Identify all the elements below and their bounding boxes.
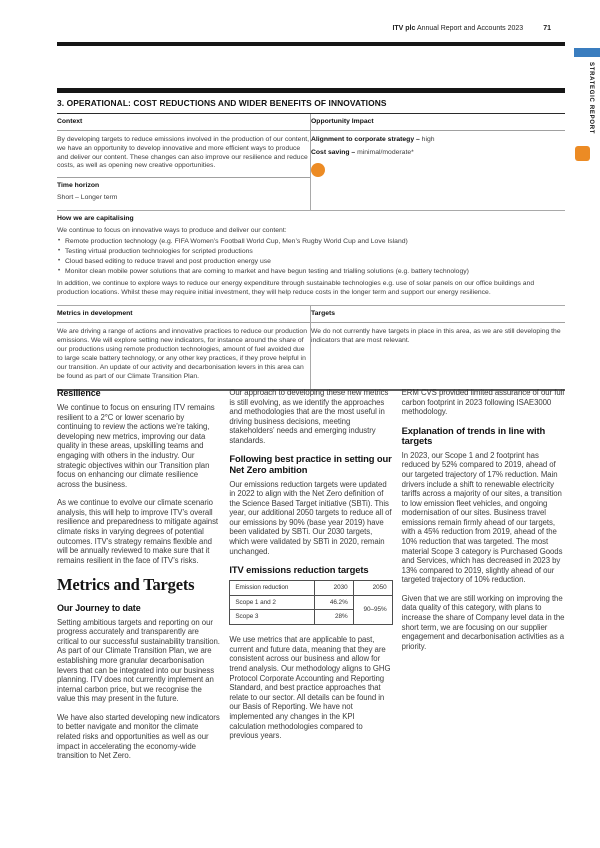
resilience-paragraph-2: As we continue to evolve our climate scenario analysis, this will help to improve ITV’s overall resilience and preparedness to mitigate against climate risks in varying degrees of potential outcomes. ITV’s strategy remains flexible and will be annually reviewed to make sure that it remains resilient in the face of ITV’s risks. bbox=[57, 498, 219, 565]
cost-saving-line bbox=[311, 149, 565, 158]
trends-heading: Explanation of trends in line with targets bbox=[401, 424, 546, 447]
journey-paragraph-1: Setting ambitious targets and reporting on our progress accurately and transparently are critical to our successful sustainability transition. As part of our Climate Transition Plan, we are establishing more granular decarbonisation levers that can be integrated into our business planning. ITV does not currently implement an internal carbon price, but we recognise the value this may present in the future. bbox=[57, 617, 220, 704]
body-columns bbox=[57, 388, 565, 770]
capitalising-section bbox=[57, 211, 565, 306]
metrics-intro-paragraph: Our approach to developing these new metrics is still evolving, as we identify the approaches and methodologies that are the most useful in driving business decisions, meeting stakeholders’ needs and emerging industry standards. bbox=[229, 388, 389, 445]
scope-1-2-2030-value: 46.2% bbox=[314, 595, 353, 610]
impact-rating-dot bbox=[311, 163, 325, 177]
resilience-paragraph-1: We continue to focus on ensuring ITV remains resilient to a 2°C or lower scenario by continuing to review the actions we’re taking, developing new metrics, improving our data quality in these areas, upskilling teams and engaging with others in the industry. Our strategic objectives within our Transition plan focus on enhancing our climate resilience across the business. bbox=[57, 403, 215, 489]
cost-saving-label: Cost saving – bbox=[311, 148, 356, 156]
opportunity-impact-heading: Opportunity Impact bbox=[311, 114, 565, 131]
context-body-row bbox=[57, 131, 565, 212]
metrics-and-targets-heading: Metrics and Targets bbox=[57, 575, 195, 595]
brand-name: ITV plc bbox=[392, 25, 416, 32]
scope-2050-value: 90–95% bbox=[353, 595, 392, 625]
opportunity-impact-cell bbox=[311, 131, 565, 211]
capitalising-intro: We continue to focus on innovative ways to produce and deliver our content: bbox=[57, 227, 287, 235]
alignment-value: high bbox=[421, 135, 435, 143]
section-tab-label: STRATEGIC REPORT bbox=[588, 62, 594, 135]
journey-paragraph-2: We have also started developing new indicators to better navigate and monitor the climate related risks and opportunities as well as our impact in accelerating the economy-wide transition to Net Zero. bbox=[57, 712, 220, 761]
time-horizon-value: Short – Longer term bbox=[57, 194, 118, 202]
best-practice-heading: Following best practice in setting our Net Zero ambition bbox=[229, 453, 392, 475]
column-trends bbox=[402, 388, 565, 770]
list-item: • Testing virtual production technologies for scripted productions bbox=[57, 248, 565, 257]
journey-heading: Our Journey to date bbox=[57, 602, 141, 613]
context-body: By developing targets to reduce emissions involved in the production of our content, we have an opportunity to develop innovative and more efficient ways to produce and deliver our content. These changes can also improve our resilience and reduce costs, as well as opening new creative opportunities. bbox=[57, 135, 310, 170]
targets-heading: Targets bbox=[311, 306, 565, 323]
best-practice-paragraph: Our emissions reduction targets were updated in 2022 to align with the Net Zero definition of the Science Based Target initiative (SBTi). This year, our additional 2050 targets to reduce all of our emissions by 90% (base year 2019) have been validated by SBTi. Our 2030 targets, which were validated by SBTi in 2020, remain unchanged. bbox=[229, 479, 392, 556]
col-header-2050: 2050 bbox=[353, 580, 392, 595]
capitalising-heading: How we are capitalising bbox=[57, 215, 134, 223]
table-header-row bbox=[230, 580, 392, 595]
list-item: • Cloud based editing to reduce travel and post production energy use bbox=[57, 258, 565, 267]
targets-body: We do not currently have targets in place in this area, as we are still developing the indicators that are most relevant. bbox=[311, 328, 561, 345]
emissions-reduction-table bbox=[229, 580, 392, 626]
opportunity-box-title: 3. OPERATIONAL: COST REDUCTIONS AND WIDER BENEFITS OF INNOVATIONS bbox=[57, 93, 565, 114]
header-rule bbox=[57, 42, 565, 46]
time-horizon-block bbox=[57, 177, 310, 203]
scope-1-2-label: Scope 1 and 2 bbox=[230, 595, 314, 610]
time-horizon-heading: Time horizon bbox=[57, 182, 100, 190]
opportunity-box bbox=[57, 88, 565, 391]
col-header-2030: 2030 bbox=[314, 580, 353, 595]
page-header bbox=[57, 25, 565, 32]
col-header-emission-reduction: Emission reduction bbox=[230, 580, 314, 595]
capitalising-outro: In addition, we continue to explore ways to reduce our energy expenditure through sustainable technologies e.g. use of solar panels on our office buildings and production locations. Whilst these may require initial investment, they will help reduce costs in the longer term and support our energy resilience. bbox=[57, 280, 535, 297]
context-heading: Context bbox=[57, 114, 311, 131]
context-heading-row bbox=[57, 114, 565, 131]
report-brand bbox=[392, 25, 523, 32]
alignment-label: Alignment to corporate strategy – bbox=[311, 135, 420, 143]
table-row bbox=[230, 595, 392, 610]
metrics-development-heading: Metrics in development bbox=[57, 306, 311, 323]
trends-paragraph-2: Given that we are still working on improving the data quality of this category, with plans to increase the share of Company level data in the short term, we are focusing on our supplier engagement and decarbonisation activities as a priority. bbox=[401, 593, 565, 651]
trends-paragraph-1: In 2023, our Scope 1 and 2 footprint has reduced by 52% compared to 2019, ahead of our targeted trajectory of 17% reduction. Main drivers include a shift to renewable electricity tariffs across a majority of our sites, a transition to low emission fleet vehicles, and ongoing modernisation of our sites. Business travel emissions remain firmly ahead of our targets, with a 45% reduction from 2019, ahead of the 10% reduction that was targeted. The most material Scope 3 category is Purchased Goods and Services, which has decreased in 2023 by 13% compared to 2019, slightly ahead of our targeted trajectory of 10% reduction. bbox=[401, 450, 563, 585]
metrics-development-body: We are driving a range of actions and innovative practices to reduce our production emissions. We will explore setting new indicators, for instance around the share of our productions using remote production technologies, amount of fuel avoided due to large scale battery technology, or any other key practices, if they prove helpful in our transition. An update of our activity and decarbonisation levers in this area can be found as part of our Climate Transition Plan. bbox=[57, 323, 311, 389]
section-marker-square bbox=[575, 146, 590, 161]
column-resilience bbox=[57, 388, 220, 770]
capitalising-list bbox=[57, 238, 565, 277]
alignment-line bbox=[311, 136, 565, 145]
scope-3-label: Scope 3 bbox=[230, 610, 314, 625]
emissions-table-heading: ITV emissions reduction targets bbox=[229, 564, 369, 576]
scope-3-2030-value: 28% bbox=[314, 610, 353, 625]
section-side-tab bbox=[574, 0, 600, 300]
context-cell bbox=[57, 131, 311, 211]
metrics-heading-row bbox=[57, 306, 565, 323]
report-title: Annual Report and Accounts 2023 bbox=[416, 25, 524, 32]
resilience-heading: Resilience bbox=[57, 388, 101, 398]
list-item: • Remote production technology (e.g. FIFA Women’s Football World Cup, Men’s Rugby World Cup and Love Island) bbox=[57, 238, 565, 247]
metrics-methodology-paragraph: We use metrics that are applicable to past, current and future data, meaning that they are consistent across our business and allow for trend analysis. Our methodology aligns to GHG Protocol Corporate Accounting and Reporting Standard, and best practice approaches that relate to our sector. All details can be found in our Basis of Reporting. We have not implemented any changes in the KPI calculation methodologies compared to previous years. bbox=[229, 635, 391, 741]
list-item: • Monitor clean mobile power solutions that are coming to market and have begun testing and trialling solutions (e.g. battery technology) bbox=[57, 268, 565, 277]
metrics-body-row bbox=[57, 323, 565, 389]
column-net-zero bbox=[229, 388, 392, 770]
section-color-bar bbox=[574, 48, 600, 57]
assurance-paragraph: ERM CVS provided limited assurance of our full carbon footprint in 2023 following ISAE3000 methodology. bbox=[401, 388, 565, 417]
page-number: 71 bbox=[543, 25, 551, 32]
cost-saving-value: minimal/moderate* bbox=[357, 148, 414, 156]
